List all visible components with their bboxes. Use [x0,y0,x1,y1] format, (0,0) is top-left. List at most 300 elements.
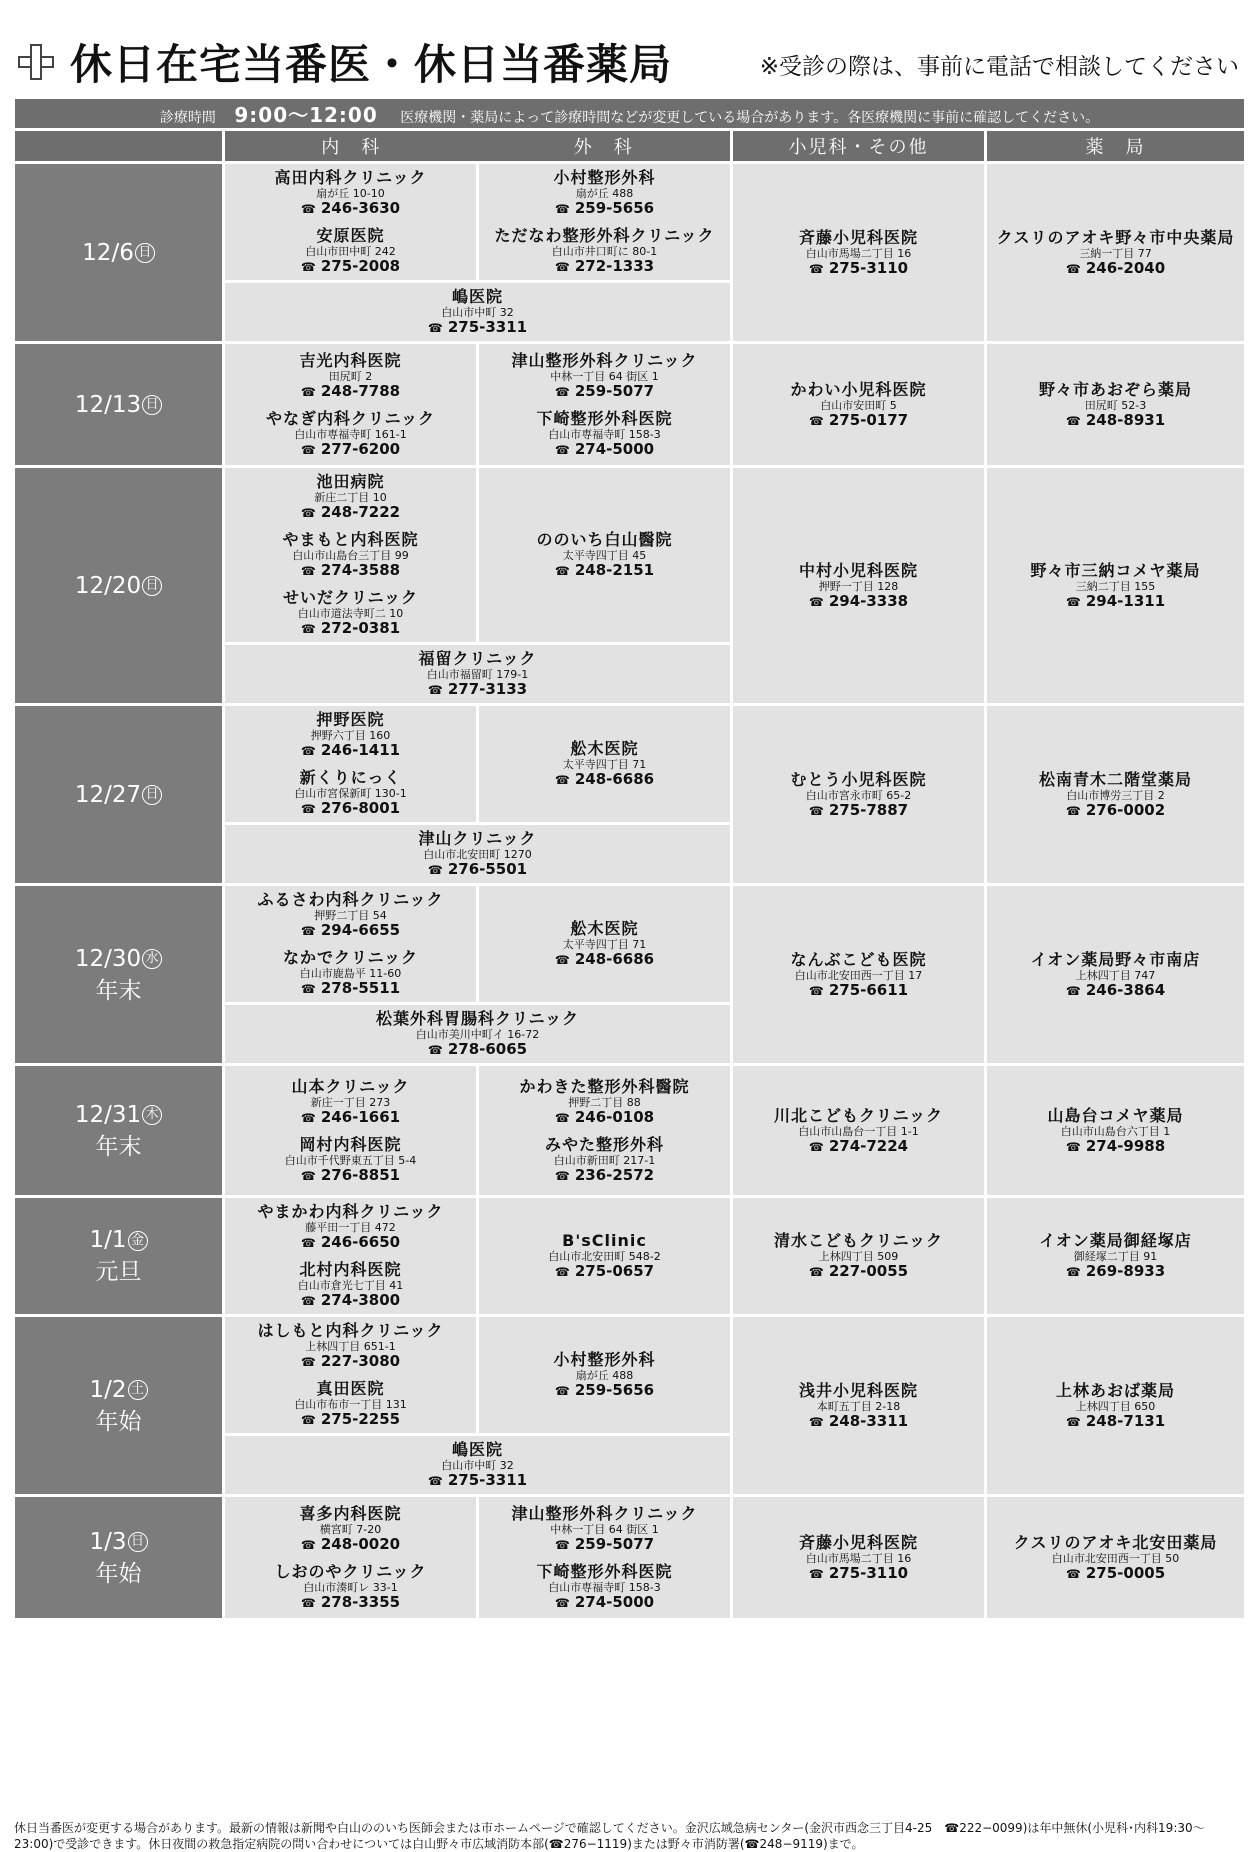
facility-name: 津山クリニック [418,829,537,848]
facility-entry [479,1346,730,1404]
phone-number: 259-5656 [574,1381,655,1399]
phone-icon: ☎ [808,803,824,818]
date-line [15,237,222,269]
facility-address: 三納一丁目 77 [1079,246,1152,260]
facility-address: 押野二丁目 88 [568,1095,641,1109]
facility-entry [225,764,476,822]
facility-entry [479,222,730,280]
phone-icon: ☎ [808,413,824,428]
date-cell [14,1065,224,1197]
facility-phone [227,1041,728,1059]
facility-address: 白山市馬場二丁目 16 [805,246,912,260]
date-cell [14,705,224,885]
phone-number: 278-5511 [320,979,401,997]
phone-icon: ☎ [808,1414,824,1429]
facility-address: 新庄一丁目 273 [310,1095,391,1109]
phone-icon: ☎ [300,1110,316,1125]
facility-name: 斉藤小児科医院 [798,227,918,247]
facility-entry [225,1256,476,1314]
facility-phone [735,260,982,278]
phone-icon: ☎ [554,953,570,967]
date-cell [14,467,224,705]
facility-phone [989,412,1242,430]
phone-icon: ☎ [300,622,316,636]
facility-name: みやた整形外科 [544,1134,664,1154]
facility-entry [225,886,476,944]
facility-phone [227,200,474,218]
naika-cell [224,343,478,467]
facility-name: やまかわ内科クリニック [257,1202,444,1221]
phone-number: 275-3110 [828,258,909,277]
naika-cell [224,1496,478,1620]
phone-number: 248-7788 [320,381,401,400]
naika-cell [224,163,478,282]
facility-entry [987,1227,1244,1285]
facility-name: やなぎ内科クリニック [265,408,436,428]
facility-name: 松葉外科胃腸科クリニック [375,1009,580,1028]
facility-address: 押野六丁目 160 [310,729,391,742]
geka-cell [478,163,732,282]
facility-name: 野々市あおぞら薬局 [1039,379,1193,399]
phone-number: 246-3630 [320,199,401,217]
date-line [15,943,222,975]
facility-phone [481,258,728,276]
facility-phone [481,1109,728,1127]
phone-number: 248-8931 [1085,410,1166,429]
phone-icon: ☎ [427,863,443,877]
phone-number: 248-6686 [574,950,655,968]
facility-address: 白山市北安田西一丁目 17 [794,968,923,982]
facility-address: 中林一丁目 64 街区 1 [550,1522,659,1536]
facility-phone [227,620,474,638]
facility-phone [227,980,474,998]
facility-phone [989,1413,1242,1431]
geka-cell [478,1197,732,1316]
facility-entry [987,1377,1244,1435]
facility-phone [227,1536,474,1554]
naika-geka-shared-cell [224,1004,732,1065]
facility-address: 白山市北安田町 1270 [423,848,532,861]
facility-entry [225,222,476,280]
facility-entry [225,706,476,764]
facility-phone [227,1109,474,1127]
phone-number: 248-7131 [1085,1411,1166,1430]
phone-number: 259-5077 [574,381,655,400]
facility-name: しおのやクリニック [274,1561,427,1581]
facility-address: 上林四丁目 650 [1075,1399,1156,1413]
facility-phone [735,982,982,1000]
phone-icon: ☎ [300,442,316,457]
facility-entry [225,645,730,703]
facility-phone [227,742,474,760]
yakkyoku-cell [986,1197,1246,1316]
facility-name: 安原医院 [316,226,385,245]
facility-phone [227,441,474,459]
date-text: 12/30 [74,945,142,972]
facility-name: せいだクリニック [282,588,419,607]
facility-name: 小村整形外科 [553,1350,656,1369]
facility-entry [987,224,1244,282]
facility-phone [227,258,474,276]
naika-cell [224,1197,478,1316]
shoni-cell [732,1496,986,1620]
geka-cell [478,885,732,1004]
phone-number: 274-9988 [1085,1136,1166,1155]
phone-number: 227-0055 [828,1262,909,1280]
schedule-body [14,163,1246,1620]
facility-phone [481,1594,728,1612]
facility-name: クスリのアオキ野々市中央薬局 [996,227,1235,247]
schedule-row [14,343,1246,467]
facility-entry [479,526,730,584]
schedule-row [14,1496,1246,1620]
facility-entry [225,1500,476,1558]
geka-cell [478,1316,732,1435]
phone-icon: ☎ [427,683,443,697]
phone-number: 248-0020 [320,1534,401,1553]
phone-icon: ☎ [554,1265,570,1279]
phone-number: 277-6200 [320,439,401,458]
facility-phone [989,982,1242,1000]
hours-banner [14,98,1246,130]
phone-icon: ☎ [554,260,570,274]
weekday-badge: 水 [142,949,162,969]
phone-number: 246-1661 [320,1107,401,1126]
weekday-badge: 日 [142,785,162,805]
facility-address: 本町五丁目 2-18 [816,1399,901,1413]
facility-entry [225,1375,476,1433]
facility-phone [481,1167,728,1185]
column-header-shoni: 小児科・その他 [732,130,986,163]
facility-entry [225,283,730,341]
facility-entry [225,1317,476,1375]
facility-phone [481,383,728,401]
facility-entry [225,1558,476,1616]
facility-address: 白山市新田町 217-1 [553,1153,656,1167]
facility-entry [733,1227,984,1285]
facility-phone [481,562,728,580]
facility-entry [225,584,476,642]
yakkyoku-cell [986,1316,1246,1496]
phone-number: 294-3338 [828,591,909,610]
date-sub: 年始 [95,1560,142,1587]
facility-entry [733,1377,984,1435]
facility-phone [989,1263,1242,1281]
phone-icon: ☎ [300,1595,316,1610]
facility-entry [987,766,1244,824]
facility-address: 白山市千代野東五丁目 5-4 [284,1153,417,1167]
facility-address: 白山市専福寺町 158-3 [548,427,661,441]
phone-icon: ☎ [808,594,824,609]
phone-number: 246-0108 [574,1107,655,1126]
schedule-row [14,1065,1246,1197]
phone-icon: ☎ [300,924,316,938]
facility-name: ただなわ整形外科クリニック [494,226,715,245]
facility-entry [987,1102,1244,1160]
consult-note: ※受診の際は、事前に電話で相談してください [759,54,1239,80]
facility-entry [733,946,984,1004]
phone-icon: ☎ [300,506,316,520]
hours-row [14,98,1246,130]
phone-number: 259-5077 [574,1534,655,1553]
facility-address: 押野一丁目 128 [818,579,899,593]
facility-phone [989,802,1242,820]
facility-name: 津山整形外科クリニック [511,1503,698,1523]
phone-icon: ☎ [300,1294,316,1308]
naika-cell [224,467,478,644]
date-text: 12/13 [74,391,142,418]
facility-phone [481,771,728,789]
facility-address: 白山市北安田西一丁目 50 [1051,1551,1180,1565]
facility-name: 中村小児科医院 [798,560,918,580]
yakkyoku-cell [986,1065,1246,1197]
facility-address: 太平寺四丁目 71 [562,758,647,771]
facility-entry [225,944,476,1002]
date-cell [14,163,224,343]
facility-name: はしもと内科クリニック [257,1321,444,1340]
date-text: 1/2 [89,1376,127,1403]
facility-name: 浅井小児科医院 [798,1380,918,1400]
facility-phone [227,1167,474,1185]
schedule-table [12,96,1247,1621]
phone-icon: ☎ [300,1413,316,1427]
facility-address: 田尻町 2 [328,369,373,383]
phone-icon: ☎ [808,261,824,276]
schedule-row [14,163,1246,282]
shoni-cell [732,163,986,343]
facility-entry [479,1131,730,1189]
facility-address: 白山市博労三丁目 2 [1066,788,1165,802]
yakkyoku-cell [986,705,1246,885]
facility-name: ののいち白山醫院 [536,530,673,549]
phone-icon: ☎ [554,1595,570,1610]
phone-icon: ☎ [300,1168,316,1183]
naika-cell [224,1316,478,1435]
facility-address: 太平寺四丁目 45 [562,549,647,562]
facility-phone [735,802,982,820]
date-line [15,779,222,811]
phone-icon: ☎ [554,1384,570,1398]
geka-cell [478,1496,732,1620]
facility-address: 白山市中町 32 [441,1459,514,1472]
facility-phone [735,1413,982,1431]
phone-icon: ☎ [300,802,316,816]
phone-icon: ☎ [1065,413,1081,428]
facility-address: 白山市布市一丁目 131 [294,1398,407,1411]
facility-name: 福留クリニック [418,649,537,668]
page-header [0,0,1253,96]
date-cell [14,343,224,467]
facility-entry [987,946,1244,1004]
phone-number: 294-1311 [1085,591,1166,610]
phone-icon: ☎ [554,1110,570,1125]
facility-name: 小村整形外科 [553,168,656,187]
facility-name: かわい小児科医院 [790,379,927,399]
facility-address: 白山市鹿島平 11-60 [299,967,402,980]
date-cell [14,885,224,1065]
facility-entry [733,376,984,434]
facility-entry [479,1227,730,1285]
schedule-row [14,467,1246,644]
schedule-row [14,1197,1246,1316]
facility-address: 白山市山島台一丁目 1-1 [798,1124,919,1138]
phone-number: 275-2255 [320,1410,401,1428]
naika-cell [224,705,478,824]
weekday-badge: 日 [128,1532,148,1552]
phone-icon: ☎ [1065,1139,1081,1154]
facility-phone [227,1411,474,1429]
facility-phone [481,1536,728,1554]
facility-entry [225,164,476,222]
facility-entry [225,1073,476,1131]
facility-phone [227,1472,728,1490]
phone-icon: ☎ [1065,803,1081,818]
yakkyoku-cell [986,163,1246,343]
facility-address: 上林四丁目 747 [1075,968,1156,982]
facility-name: 川北こどもクリニック [773,1105,944,1125]
facility-address: 上林四丁目 651-1 [305,1340,396,1353]
date-text: 12/31 [74,1101,142,1128]
phone-number: 259-5656 [574,199,655,217]
facility-address: 白山市田中町 242 [305,245,396,258]
phone-icon: ☎ [300,1236,316,1250]
facility-address: 白山市倉光七丁目 41 [297,1279,404,1292]
phone-icon: ☎ [427,1474,443,1488]
facility-name: 山本クリニック [291,1076,410,1096]
shoni-cell [732,705,986,885]
facility-entry [225,526,476,584]
facility-address: 白山市専福寺町 161-1 [294,427,407,441]
facility-address: 上林四丁目 509 [818,1250,899,1263]
shoni-cell [732,885,986,1065]
phone-icon: ☎ [300,260,316,274]
phone-number: 274-5000 [574,1592,655,1611]
column-header-yakkyoku: 薬 局 [986,130,1246,163]
facility-entry [987,557,1244,615]
date-text: 12/20 [74,572,142,599]
facility-address: 白山市馬場二丁目 16 [805,1551,912,1565]
facility-address: 太平寺四丁目 71 [562,938,647,951]
facility-name: 北村内科医院 [299,1260,402,1279]
facility-phone [735,1565,982,1583]
facility-address: 白山市道法寺町二 10 [297,607,404,620]
phone-icon: ☎ [1065,594,1081,609]
phone-number: 236-2572 [574,1165,655,1184]
date-line [15,1374,222,1406]
facility-phone [481,200,728,218]
yakkyoku-cell [986,885,1246,1065]
shoni-cell [732,467,986,705]
facility-entry [479,1558,730,1616]
date-line [15,1099,222,1131]
phone-number: 276-5501 [447,860,528,878]
facility-address: 扇が丘 488 [575,187,634,200]
phone-icon: ☎ [1065,1566,1081,1581]
facility-entry [225,468,476,526]
facility-phone [481,441,728,459]
phone-number: 227-3080 [320,1352,401,1370]
phone-icon: ☎ [554,384,570,399]
shoni-cell [732,1065,986,1197]
facility-name: 清水こどもクリニック [773,1231,944,1250]
shoni-cell [732,343,986,467]
phone-number: 275-0657 [574,1262,655,1280]
phone-number: 272-0381 [320,619,401,637]
facility-name: 高田内科クリニック [274,168,427,187]
date-line [15,1224,222,1256]
shoni-cell [732,1316,986,1496]
date-cell [14,1496,224,1620]
schedule-table-wrap [12,96,1244,1621]
phone-number: 275-0177 [828,410,909,429]
facility-entry [479,164,730,222]
facility-entry [733,766,984,824]
phone-icon: ☎ [554,202,570,216]
facility-address: 白山市安田町 5 [820,398,897,412]
date-sub: 年末 [95,977,142,1004]
facility-entry [733,1529,984,1587]
phone-icon: ☎ [300,1355,316,1369]
facility-name: やまもと内科医院 [282,530,419,549]
facility-phone [735,1138,982,1156]
facility-address: 押野二丁目 54 [314,909,387,922]
yakkyoku-cell [986,467,1246,705]
date-line [15,389,222,421]
facility-entry [225,825,730,883]
facility-name: 真田医院 [316,1379,385,1398]
phone-icon: ☎ [427,1043,443,1057]
facility-name: 山島台コメヤ薬局 [1047,1105,1184,1125]
hours-note: 医療機関・薬局によって診療時間などが変更している場合があります。各医療機関に事前に確認してください。 [400,110,1100,126]
yakkyoku-cell [986,343,1246,467]
phone-number: 246-1411 [320,741,401,759]
phone-number: 276-0002 [1085,800,1166,819]
geka-cell [478,467,732,644]
phone-number: 294-6655 [320,921,401,939]
phone-icon: ☎ [1065,261,1081,276]
facility-phone [989,1138,1242,1156]
facility-entry [225,405,476,463]
date-sub: 年始 [95,1408,142,1435]
facility-phone [227,1594,474,1612]
date-text: 12/27 [74,781,142,808]
phone-number: 248-3311 [828,1411,909,1430]
weekday-badge: 日 [135,243,155,263]
facility-name: なかでクリニック [282,948,419,967]
facility-entry [479,1073,730,1131]
phone-number: 275-3311 [447,318,528,336]
facility-phone [989,593,1242,611]
phone-number: 278-6065 [447,1040,528,1058]
phone-icon: ☎ [808,1139,824,1154]
phone-icon: ☎ [300,744,316,758]
facility-name: むとう小児科医院 [790,769,927,789]
phone-icon: ☎ [554,1537,570,1552]
phone-number: 246-3864 [1085,980,1166,999]
facility-name: 下崎整形外科医院 [536,1561,673,1581]
facility-address: 白山市中町 32 [441,306,514,319]
phone-number: 275-6611 [828,980,909,999]
phone-number: 269-8933 [1085,1262,1166,1280]
phone-icon: ☎ [1065,1265,1081,1279]
facility-address: 扇が丘 10-10 [316,187,385,200]
medical-cross-icon [18,44,54,80]
facility-entry [733,557,984,615]
facility-address: 白山市湊町レ 33-1 [303,1580,398,1594]
phone-number: 248-7222 [320,503,401,521]
facility-name: 嶋医院 [451,287,503,306]
phone-icon: ☎ [808,1566,824,1581]
